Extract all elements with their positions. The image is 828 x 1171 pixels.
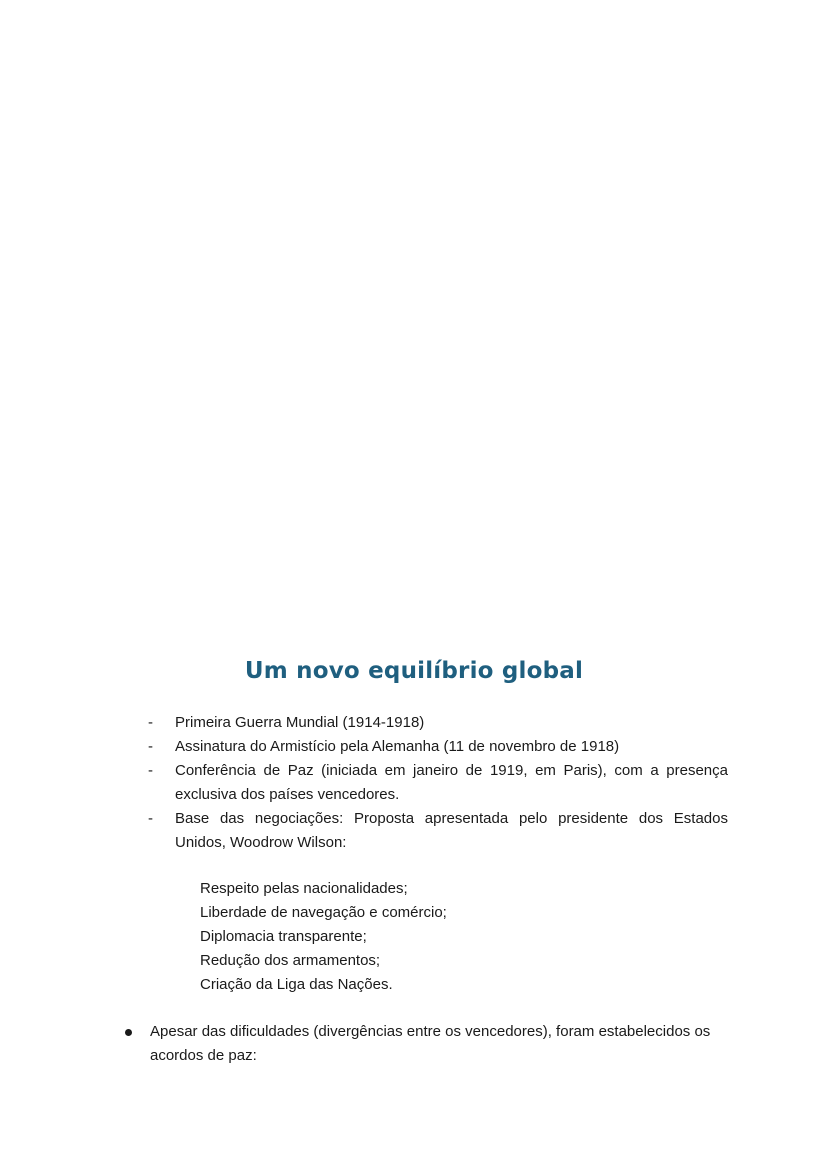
dash-marker: - <box>148 738 153 755</box>
bullet-list <box>122 1020 728 1068</box>
wilson-points-list <box>200 877 447 997</box>
wilson-point: Respeito pelas nacionalidades; <box>200 880 408 897</box>
bullet-list-item <box>122 1020 728 1068</box>
bullet-item-text: Apesar das dificuldades (divergências entre os vencedores), foram estabelecidos os acordos de paz: <box>150 1023 711 1064</box>
dash-list-item <box>148 711 728 735</box>
dash-list <box>148 711 728 855</box>
wilson-point: Diplomacia transparente; <box>200 928 367 945</box>
dash-list-item <box>148 807 728 855</box>
dash-item-text: Primeira Guerra Mundial (1914-1918) <box>175 714 425 731</box>
dash-list-item <box>148 759 728 807</box>
wilson-point: Liberdade de navegação e comércio; <box>200 904 447 921</box>
dash-marker: - <box>148 762 153 779</box>
dash-item-text: Conferência de Paz (iniciada em janeiro de 1919, em Paris), com a presença exclusiva dos países vencedores. <box>175 762 728 803</box>
dash-item-text: Assinatura do Armistício pela Alemanha (11 de novembro de 1918) <box>175 738 620 755</box>
wilson-point: Redução dos armamentos; <box>200 952 381 969</box>
bullet-icon <box>125 1029 132 1036</box>
dash-list-item <box>148 735 728 759</box>
dash-marker: - <box>148 810 153 827</box>
dash-marker: - <box>148 714 153 731</box>
dash-item-text: Base das negociações: Proposta apresentada pelo presidente dos Estados Unidos, Woodrow Wilson: <box>175 810 728 851</box>
page-title: Um novo equilíbrio global <box>244 658 584 684</box>
wilson-point: Criação da Liga das Nações. <box>200 976 393 993</box>
